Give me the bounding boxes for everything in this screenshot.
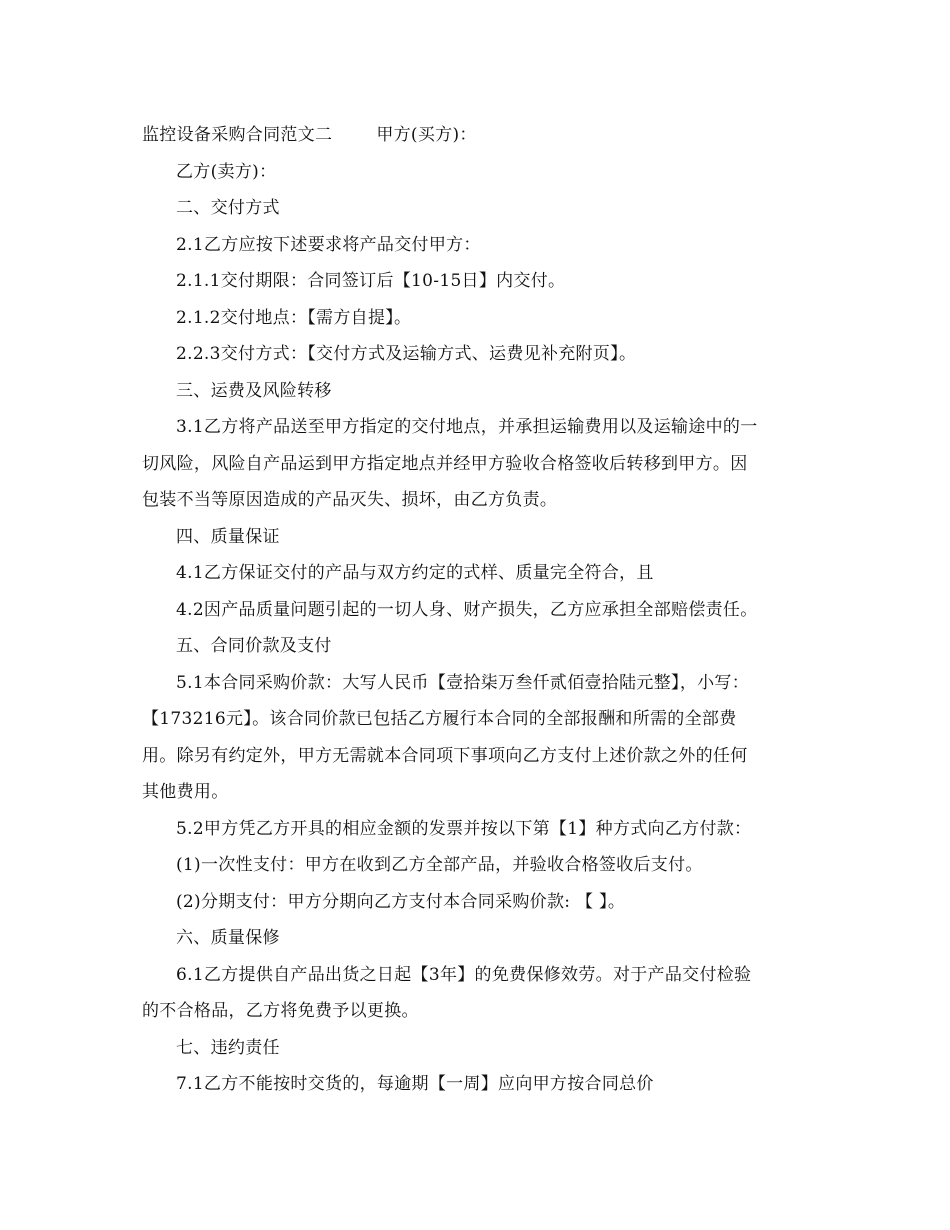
paragraph-line: 5.1本合同采购价款：大写人民币【壹拾柒万叁仟贰佰壹拾陆元整】，小写： (176, 672, 750, 693)
paragraph-line: 用。除另有约定外，甲方无需就本合同项下事项向乙方支付上述价款之外的任何 (142, 745, 748, 766)
document-title: 监控设备采购合同范文二 (142, 125, 333, 145)
paragraph-line: 其他费用。 (142, 782, 229, 802)
document-body (142, 117, 810, 1103)
section-heading: 二、交付方式 (176, 198, 280, 218)
section-heading: 三、运费及风险转移 (176, 380, 332, 401)
paragraph-line: 2.1乙方应按下述要求将产品交付甲方： (176, 234, 481, 255)
paragraph-line: 6.1乙方提供自产品出货之日起【3年】的免费保修效劳。对于产品交付检验 (176, 964, 752, 985)
paragraph-line: 5.2甲方凭乙方开具的相应金额的发票并按以下第【1】种方式向乙方付款： (176, 818, 752, 839)
paragraph-line: 2.1.2交付地点：【需方自提】。 (176, 307, 412, 328)
party-a-label: 甲方(买方)： (376, 125, 477, 145)
title-line (142, 117, 810, 154)
paragraph-line: 切风险，风险自产品运到甲方指定地点并经甲方验收合格签收后转移到甲方。因 (142, 453, 748, 474)
paragraph-line: 的不合格品，乙方将免费予以更换。 (142, 1001, 419, 1021)
section-heading: 四、质量保证 (176, 526, 280, 547)
paragraph-line: 包装不当等原因造成的产品灭失、损坏，由乙方负责。 (142, 490, 558, 510)
section-heading: 五、合同价款及支付 (176, 636, 332, 656)
paragraph-line: (2)分期支付：甲方分期向乙方支付本合同采购价款: 【 】。 (176, 891, 626, 912)
paragraph-line: 2.1.1交付期限：合同签订后【10-15日】内交付。 (176, 271, 566, 291)
paragraph-line: 4.2因产品质量问题引起的一切人身、财产损失，乙方应承担全部赔偿责任。 (176, 599, 758, 620)
paragraph-line: 4.1乙方保证交付的产品与双方约定的式样、质量完全符合，且 (176, 563, 654, 583)
paragraph-line: (1)一次性支付：甲方在收到乙方全部产品，并验收合格签收后支付。 (176, 855, 703, 875)
section-heading: 七、违约责任 (176, 1037, 280, 1058)
paragraph-line: 2.2.3交付方式：【交付方式及运输方式、运费见补充附页】。 (176, 344, 637, 364)
paragraph-line: 7.1乙方不能按时交货的，每逾期【一周】应向甲方按合同总价 (176, 1074, 654, 1094)
party-b-label: 乙方(卖方)： (176, 161, 277, 182)
section-heading: 六、质量保修 (176, 928, 280, 948)
paragraph-line: 【173216元】。该合同价款已包括乙方履行本合同的全部报酬和所需的全部费 (142, 709, 737, 729)
paragraph-line: 3.1乙方将产品送至甲方指定的交付地点，并承担运输费用以及运输途中的一 (176, 417, 758, 437)
